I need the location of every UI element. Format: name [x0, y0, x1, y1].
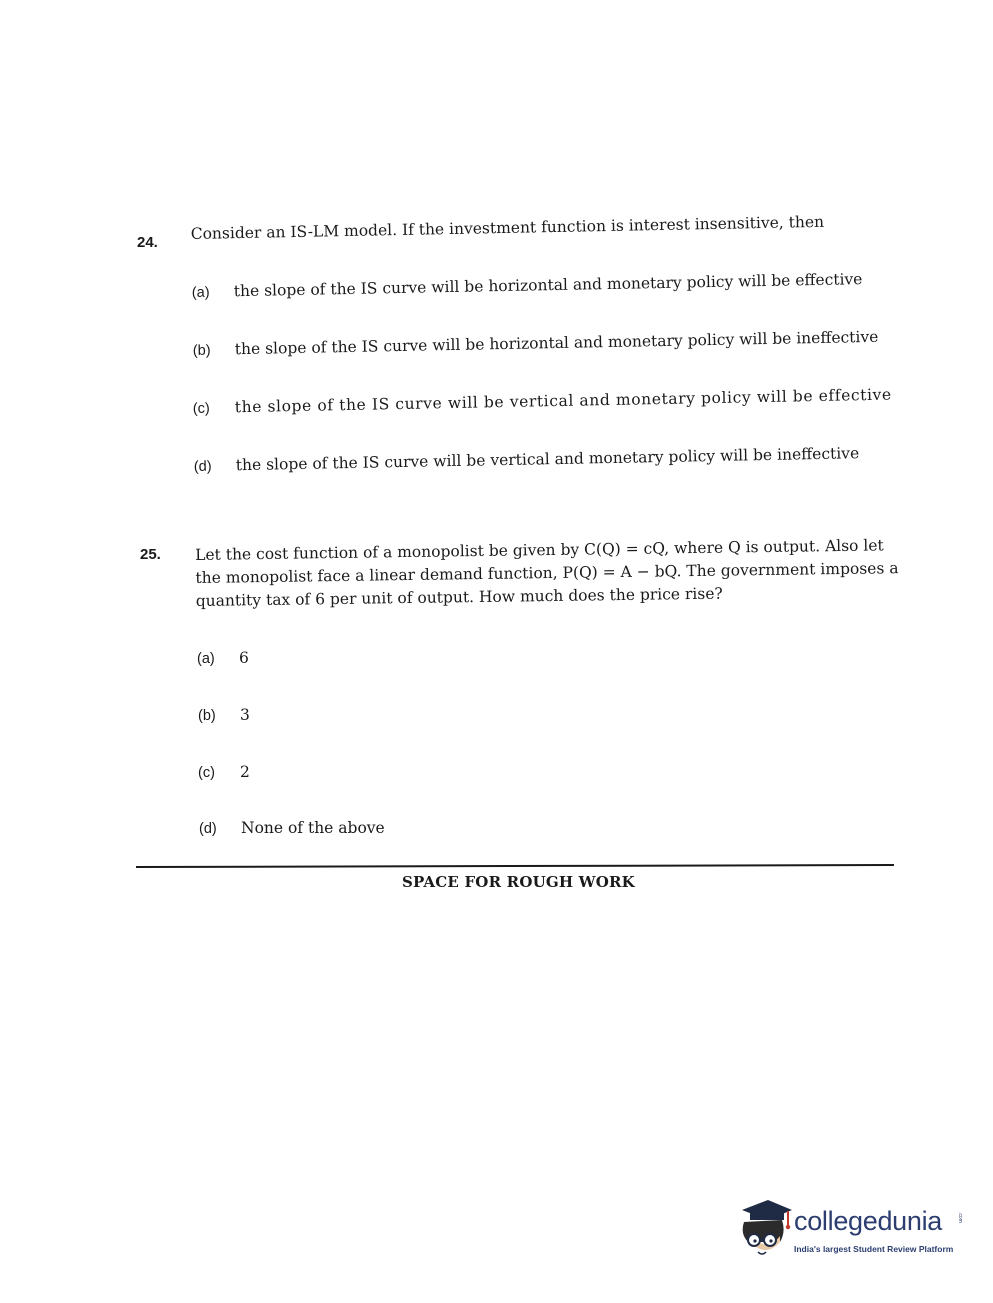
collegedunia-logo[interactable] — [736, 1196, 966, 1268]
option-label: (d) — [199, 821, 217, 837]
brand-suffix: .com — [957, 1212, 963, 1223]
option-text: the slope of the IS curve will be vertical and monetary policy will be ineffective — [235, 444, 860, 475]
option-d[interactable] — [199, 819, 385, 837]
option-text: the slope of the IS curve will be horizontal and monetary policy will be ineffective — [234, 327, 879, 359]
option-text: None of the above — [241, 819, 385, 837]
question-number: 25. — [140, 546, 161, 563]
option-text: the slope of the IS curve will be vertical and monetary policy will be effective — [234, 385, 892, 417]
option-label: (b) — [192, 342, 211, 359]
option-label: (a) — [197, 651, 215, 667]
option-label: (c) — [198, 765, 215, 781]
option-label: (b) — [198, 708, 216, 724]
option-label: (d) — [193, 458, 212, 475]
option-label: (a) — [191, 284, 210, 301]
rough-work-heading: SPACE FOR ROUGH WORK — [402, 873, 635, 891]
option-a[interactable] — [192, 270, 863, 301]
option-c[interactable] — [198, 763, 250, 781]
student-mascot-icon — [736, 1196, 794, 1262]
question-text: Consider an IS-LM model. If the investment function is interest insensitive, then — [190, 212, 825, 244]
option-d[interactable] — [194, 444, 860, 475]
option-b[interactable] — [193, 328, 879, 359]
brand-name: collegedunia — [794, 1206, 943, 1236]
option-b[interactable] — [198, 706, 250, 724]
option-text: 2 — [240, 763, 250, 781]
brand-tagline: India's largest Student Review Platform — [794, 1244, 954, 1254]
divider-line — [136, 864, 894, 868]
option-text: 3 — [240, 706, 250, 724]
option-text: the slope of the IS curve will be horizontal and monetary policy will be effective — [233, 270, 863, 301]
option-a[interactable] — [197, 649, 249, 667]
option-label: (c) — [192, 400, 210, 417]
option-text: 6 — [239, 649, 249, 667]
option-c[interactable] — [193, 386, 892, 417]
question-text: Let the cost function of a monopolist be given by C(Q) = cQ, where Q is output. Also let the monopolist face a linear demand function, P(Q) = A − bQ. The government imposes a quantity tax of 6 per unit of output. How much does the price rise? — [195, 536, 899, 610]
question-number: 24. — [137, 234, 158, 251]
